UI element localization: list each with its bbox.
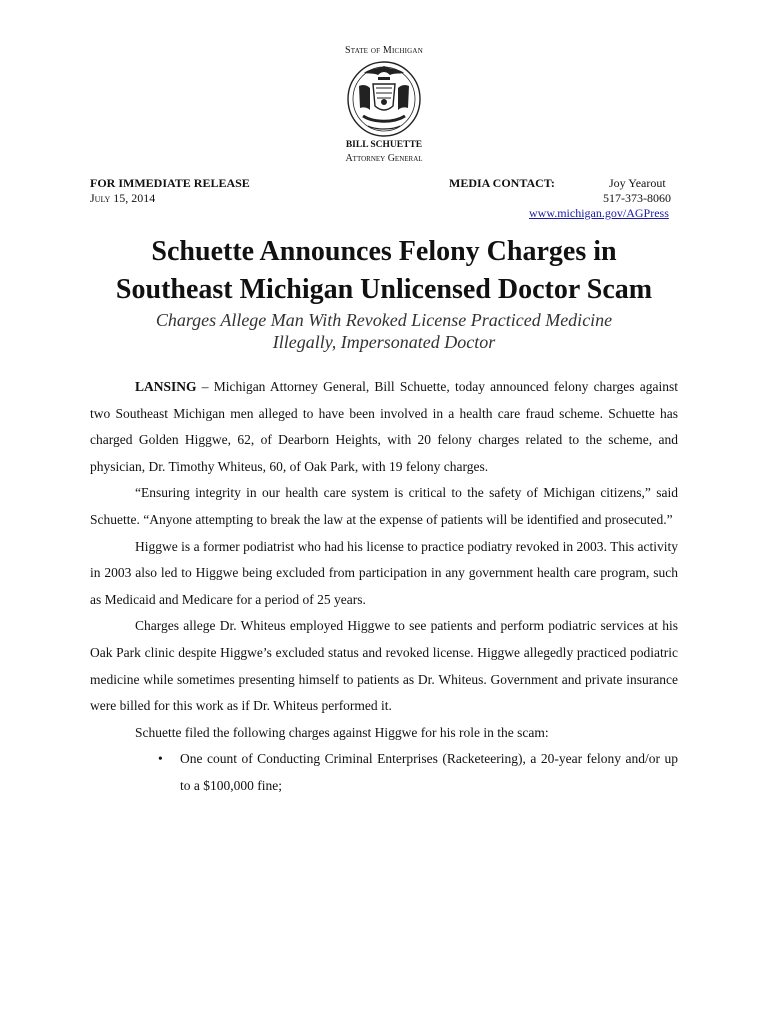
charge-item-text: One count of Conducting Criminal Enterprises (Racketeering), a 20-year felony and/or up to a $100,000 fine; — [180, 751, 678, 793]
contact-name: Joy Yearout — [609, 176, 666, 190]
article-body — [90, 374, 678, 800]
dateline: LANSING — [135, 379, 197, 394]
subheadline-line-2: Illegally, Impersonated Doctor — [272, 332, 496, 352]
attorney-general-name: BILL SCHUETTE — [345, 140, 423, 150]
contact-phone: 517-373-8060 — [603, 191, 671, 205]
paragraph-background: Higgwe is a former podiatrist who had his license to practice podiatry revoked in 2003. This activity in 2003 also led to Higgwe being excluded from participation in any government health care program, such as Medicaid and Medicare for a period of 25 years. — [90, 538, 678, 607]
release-label: FOR IMMEDIATE RELEASE — [90, 176, 250, 190]
paragraph-allegations: Charges allege Dr. Whiteus employed Higgwe to see patients and perform podiatric services at his Oak Park clinic despite Higgwe’s excluded status and revoked license. Higgwe allegedly practiced podiatric medicine while sometimes presenting himself to patients as Dr. Whiteus. Government and private insurance were billed for this work as if Dr. Whiteus performed it. — [90, 618, 678, 714]
paragraph-1-text: – Michigan Attorney General, Bill Schuette, today announced felony charges against two Southeast Michigan men alleged to have been involved in a health care fraud scheme. Schuette has charged Golden Higgwe, 62, of Dearborn Heights, with 20 felony charges related to the scheme, and physician, Dr. Timothy Whiteus, 60, of Oak Park, with 19 felony charges. — [90, 379, 678, 474]
charges-list — [90, 746, 678, 799]
state-of-michigan-heading: State of Michigan — [345, 45, 423, 56]
paragraph-charges-intro: Schuette filed the following charges against Higgwe for his role in the scam: — [135, 724, 549, 740]
charge-item — [158, 746, 678, 799]
ag-press-link[interactable]: www.michigan.gov/AGPress — [529, 206, 669, 220]
subheadline-line-1: Charges Allege Man With Revoked License Practiced Medicine — [155, 310, 613, 330]
headline-line-1: Schuette Announces Felony Charges in — [151, 236, 617, 267]
attorney-general-title: Attorney General — [345, 153, 423, 164]
michigan-state-seal — [346, 60, 422, 138]
subheadline — [0, 309, 768, 353]
bullet-icon: • — [158, 751, 163, 767]
paragraph-lansing — [90, 374, 678, 480]
headline — [0, 233, 768, 309]
media-contact-label: MEDIA CONTACT: — [449, 176, 555, 190]
paragraph-quote: “Ensuring integrity in our health care system is critical to the safety of Michigan citizens,” said Schuette. “Anyone attempting to break the law at the expense of patients will be identified and prosecuted.” — [90, 485, 678, 527]
release-date: July 15, 2014 — [90, 191, 156, 205]
headline-line-2: Southeast Michigan Unlicensed Doctor Scam — [115, 274, 653, 305]
